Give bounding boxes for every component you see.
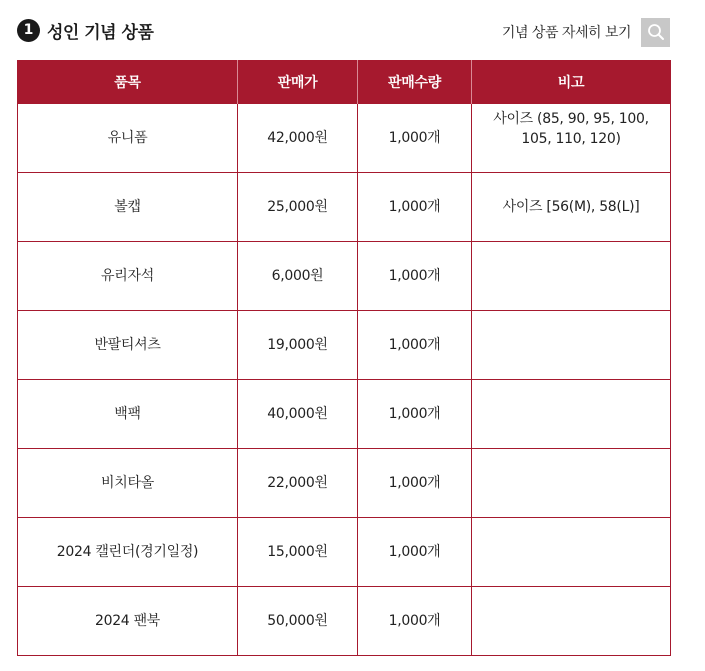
cell-item: 유리자석: [18, 242, 238, 311]
search-button[interactable]: [641, 18, 670, 47]
note-text: 사이즈 (85, 90, 95, 100, 105, 110, 120): [493, 111, 649, 147]
cell-quantity: 1,000개: [358, 173, 472, 242]
cell-price: 15,000원: [238, 518, 358, 587]
goods-detail-label[interactable]: 기념 상품 자세히 보기: [501, 25, 631, 41]
cell-item: 2024 캘린더(경기일정): [18, 518, 238, 587]
section-header: [0, 0, 705, 60]
page-title: 성인 기념 상품: [47, 22, 154, 43]
cell-note: [472, 104, 671, 173]
cell-price: 6,000원: [238, 242, 358, 311]
cell-price: 25,000원: [238, 173, 358, 242]
goods-table: [17, 60, 671, 656]
number-badge: 1: [17, 19, 40, 42]
cell-note: [472, 587, 671, 656]
table-row: [18, 104, 671, 173]
column-header-item: 품목: [18, 60, 238, 104]
cell-item: 유니폼: [18, 104, 238, 173]
cell-quantity: 1,000개: [358, 587, 472, 656]
cell-note: [472, 518, 671, 587]
cell-note: [472, 242, 671, 311]
cell-note: [472, 311, 671, 380]
table-row: [18, 518, 671, 587]
cell-item: 비치타올: [18, 449, 238, 518]
cell-quantity: 1,000개: [358, 380, 472, 449]
column-header-note: 비고: [472, 60, 671, 104]
table-row: [18, 587, 671, 656]
column-header-quantity: 판매수량: [358, 60, 472, 104]
cell-price: 22,000원: [238, 449, 358, 518]
goods-detail-link[interactable]: [502, 17, 670, 47]
cell-note: 사이즈 [56(M), 58(L)]: [472, 173, 671, 242]
table-header-row: [18, 60, 671, 104]
cell-item: 2024 팬북: [18, 587, 238, 656]
table-row: [18, 173, 671, 242]
cell-price: 50,000원: [238, 587, 358, 656]
cell-quantity: 1,000개: [358, 449, 472, 518]
cell-item: 볼캡: [18, 173, 238, 242]
cell-price: 19,000원: [238, 311, 358, 380]
cell-price: 40,000원: [238, 380, 358, 449]
cell-item: 반팔티셔츠: [18, 311, 238, 380]
cell-quantity: 1,000개: [358, 104, 472, 173]
cell-note: [472, 449, 671, 518]
search-icon: [647, 23, 665, 41]
cell-quantity: 1,000개: [358, 311, 472, 380]
table-row: [18, 449, 671, 518]
section-title: [17, 17, 153, 43]
cell-item: 백팩: [18, 380, 238, 449]
cell-price: 42,000원: [238, 104, 358, 173]
cell-quantity: 1,000개: [358, 518, 472, 587]
table-row: [18, 380, 671, 449]
table-row: [18, 242, 671, 311]
column-header-price: 판매가: [238, 60, 358, 104]
cell-note: [472, 380, 671, 449]
table-row: [18, 311, 671, 380]
cell-quantity: 1,000개: [358, 242, 472, 311]
